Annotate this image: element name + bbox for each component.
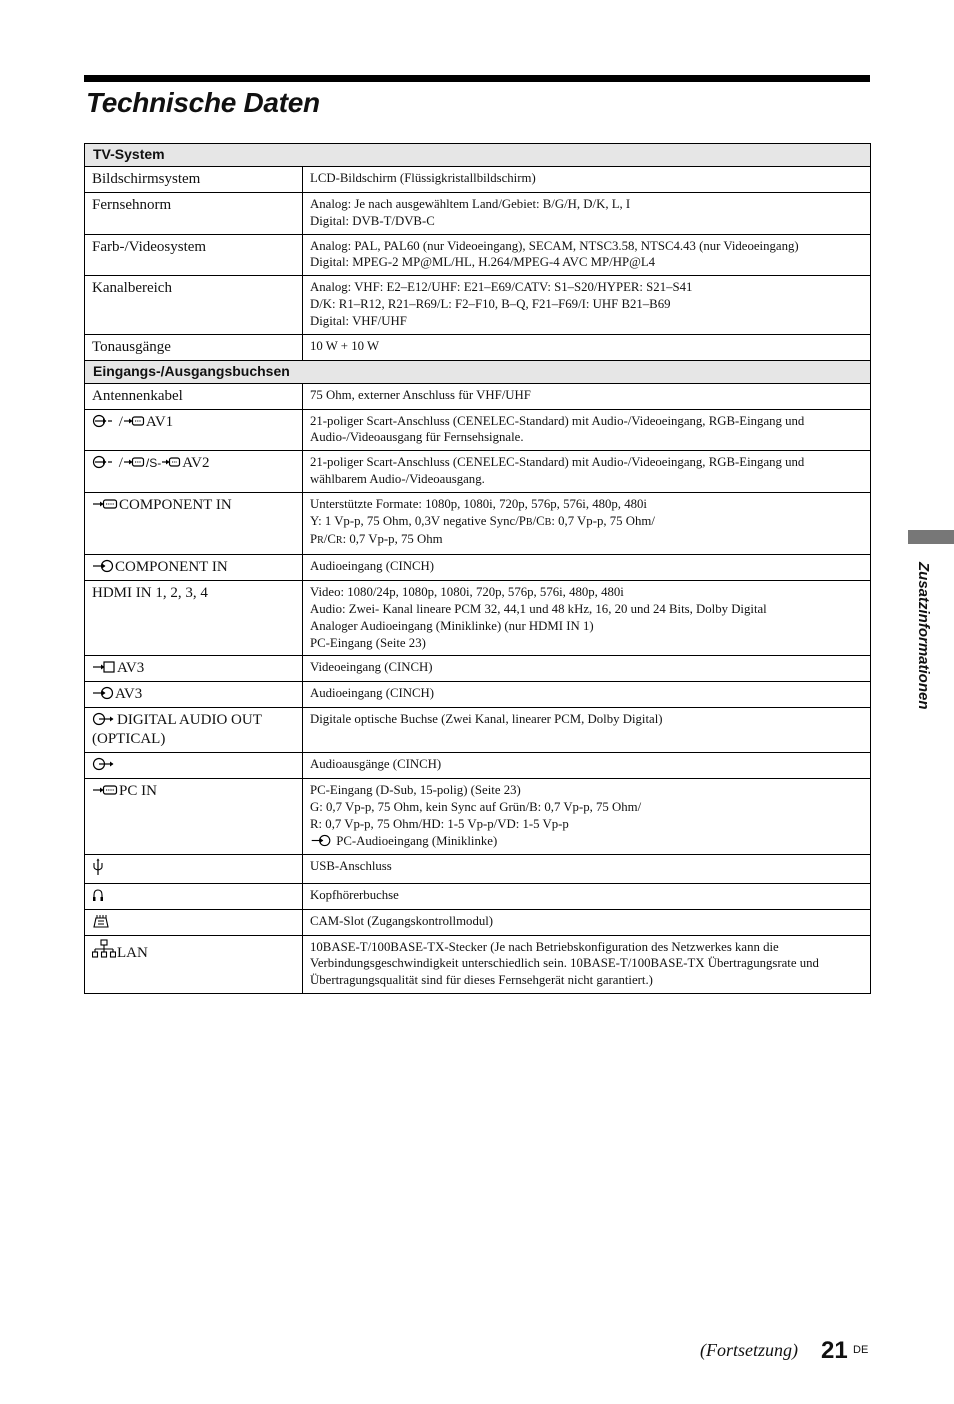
row-value: USB-Anschluss: [303, 854, 871, 883]
scart-in-icon: [92, 455, 114, 469]
table-row: [85, 581, 871, 656]
row-label: [85, 656, 303, 682]
table-row: [85, 708, 871, 753]
row-label-text: AV3: [115, 686, 143, 703]
row-value: LCD-Bildschirm (Flüssigkristallbildschirm): [303, 167, 871, 193]
row-label: [85, 492, 303, 554]
optical-out-icon: [92, 712, 116, 726]
row-value: Unterstützte Formate: 1080p, 1080i, 720p, 576p, 576i, 480p, 480i Y: 1 Vp-p, 75 Ohm, 0,3V negative Sync/PB/CB: 0,7 Vp-p, 75 Ohm/ PR/CR: 0,7 Vp-p, 75 Ohm: [303, 492, 871, 554]
page-number: 21: [821, 1337, 848, 1364]
cam-slot-icon: [92, 914, 110, 928]
row-value: 10BASE-T/100BASE-TX-Stecker (Je nach Betriebskonfiguration des Netzwerkes kann die Verbindungsgeschwindigkeit unterschiedlich sein. 10BASE-T/100BASE-TX Übertragungsrate und Übertragungsqualität sind für dieses Fernsehgerät nicht garantiert.): [303, 935, 871, 993]
audio-out-icon: [92, 757, 116, 771]
section-header-io: [85, 360, 871, 383]
row-label-text: LAN: [117, 944, 148, 961]
continuation-note: (Fortsetzung): [700, 1340, 798, 1360]
row-value: 10 W + 10 W: [303, 334, 871, 360]
component-video-in-icon: [92, 497, 118, 511]
section-title: Eingangs-/Ausgangsbuchsen: [85, 360, 871, 383]
row-label: [85, 753, 303, 779]
row-label: Fernsehnorm: [85, 193, 303, 235]
row-label: [85, 883, 303, 909]
audio-in-icon: [310, 834, 332, 847]
row-label-text: COMPONENT IN: [119, 496, 232, 513]
table-row: [85, 492, 871, 554]
row-label: / /S- AV2: [85, 451, 303, 493]
top-rule: [84, 75, 870, 82]
row-label: [85, 935, 303, 993]
scart-out-icon: [123, 414, 145, 428]
section-header-tv-system: [85, 144, 871, 167]
row-value: Analog: Je nach ausgewähltem Land/Gebiet: B/G/H, D/K, L, I Digital: DVB-T/DVB-C: [303, 193, 871, 235]
table-row: [85, 409, 871, 451]
row-value: Videoeingang (CINCH): [303, 656, 871, 682]
table-row: [85, 935, 871, 993]
row-value: 75 Ohm, externer Anschluss für VHF/UHF: [303, 383, 871, 409]
row-label: Kanalbereich: [85, 276, 303, 334]
row-value: Analog: PAL, PAL60 (nur Videoeingang), SECAM, NTSC3.58, NTSC4.43 (nur Videoeingang) Digital: MPEG-2 MP@ML/HL, H.264/MPEG-4 AVC MP/HP@L4: [303, 234, 871, 276]
scart-out-icon: [123, 455, 145, 469]
row-label: Bildschirmsystem: [85, 167, 303, 193]
row-value: Kopfhörerbuchse: [303, 883, 871, 909]
row-label: [85, 708, 303, 753]
headphone-icon: [92, 888, 104, 902]
row-label: [85, 779, 303, 854]
table-row: [85, 753, 871, 779]
row-label-text: AV1: [145, 413, 174, 430]
table-row: [85, 193, 871, 235]
row-value: Analog: VHF: E2–E12/UHF: E21–E69/CATV: S1–S20/HYPER: S21–S41 D/K: R1–R12, R21–R69/L: F2–F10, B–Q, F21–F69/I: UHF B21–B69 Digital: VHF/UHF: [303, 276, 871, 334]
spec-table: [84, 143, 871, 994]
row-value: Digitale optische Buchse (Zwei Kanal, linearer PCM, Dolby Digital): [303, 708, 871, 753]
row-label: / AV1: [85, 409, 303, 451]
table-row: [85, 682, 871, 708]
row-label: [85, 909, 303, 935]
video-in-icon: [92, 660, 116, 674]
row-value: Audioeingang (CINCH): [303, 682, 871, 708]
lan-icon: [92, 939, 116, 959]
row-value: Video: 1080/24p, 1080p, 1080i, 720p, 576p, 576i, 480p, 480i Audio: Zwei- Kanal lineare PCM 32, 44,1 und 48 kHz, 16, 20 und 24 Bits, Dolby Digital Analoger Audioeingang (Miniklinke) (nur HDMI IN 1) PC-Eingang (Seite 23): [303, 581, 871, 656]
row-label: Tonausgänge: [85, 334, 303, 360]
usb-icon: [92, 858, 104, 876]
table-row: [85, 854, 871, 883]
page-title: Technische Daten: [86, 87, 320, 118]
pc-in-icon: [92, 783, 118, 797]
row-value: Audioausgänge (CINCH): [303, 753, 871, 779]
row-value: 21-poliger Scart-Anschluss (CENELEC-Standard) mit Audio-/Videoeingang, RGB-Eingang und wählbarem Audio-/Videoausgang.: [303, 451, 871, 493]
table-row: [85, 656, 871, 682]
row-label: Farb-/Videosystem: [85, 234, 303, 276]
row-label: [85, 854, 303, 883]
table-row: [85, 883, 871, 909]
row-value: PC-Eingang (D-Sub, 15-polig) (Seite 23) G: 0,7 Vp-p, 75 Ohm, kein Sync auf Grün/B: 0,7 Vp-p, 75 Ohm/ R: 0,7 Vp-p, 75 Ohm/HD: 1-5 Vp-p/VD: 1-5 Vp-p PC-Audioeingang (Miniklinke): [303, 779, 871, 854]
scart-in-icon: [92, 414, 114, 428]
row-label-text: COMPONENT IN: [115, 559, 228, 576]
row-value: 21-poliger Scart-Anschluss (CENELEC-Standard) mit Audio-/Videoeingang, RGB-Eingang und Audio-/Videoausgang für Fernsehsignale.: [303, 409, 871, 451]
row-label: [85, 555, 303, 581]
row-label: Antennenkabel: [85, 383, 303, 409]
side-tab-label: Zusatzinformationen: [915, 562, 932, 710]
audio-in-icon: [92, 686, 114, 700]
row-label-text: DIGITAL AUDIO OUT (OPTICAL): [92, 712, 262, 748]
side-tab-marker: [908, 530, 954, 544]
section-title: TV-System: [85, 144, 871, 167]
table-row: [85, 383, 871, 409]
table-row: [85, 451, 871, 493]
row-value: CAM-Slot (Zugangskontrollmodul): [303, 909, 871, 935]
table-row: [85, 167, 871, 193]
row-value: Audioeingang (CINCH): [303, 555, 871, 581]
row-label-text: AV2: [182, 455, 210, 472]
row-label-text: AV3: [117, 660, 145, 677]
table-row: [85, 234, 871, 276]
audio-in-icon: [92, 559, 114, 573]
table-row: [85, 555, 871, 581]
table-row: [85, 334, 871, 360]
row-label: [85, 682, 303, 708]
language-code: DE: [853, 1344, 869, 1356]
row-label-text: PC IN: [119, 783, 157, 800]
table-row: [85, 909, 871, 935]
table-row: [85, 779, 871, 854]
row-label: HDMI IN 1, 2, 3, 4: [85, 581, 303, 656]
table-row: [85, 276, 871, 334]
s-video-icon: [161, 455, 181, 469]
